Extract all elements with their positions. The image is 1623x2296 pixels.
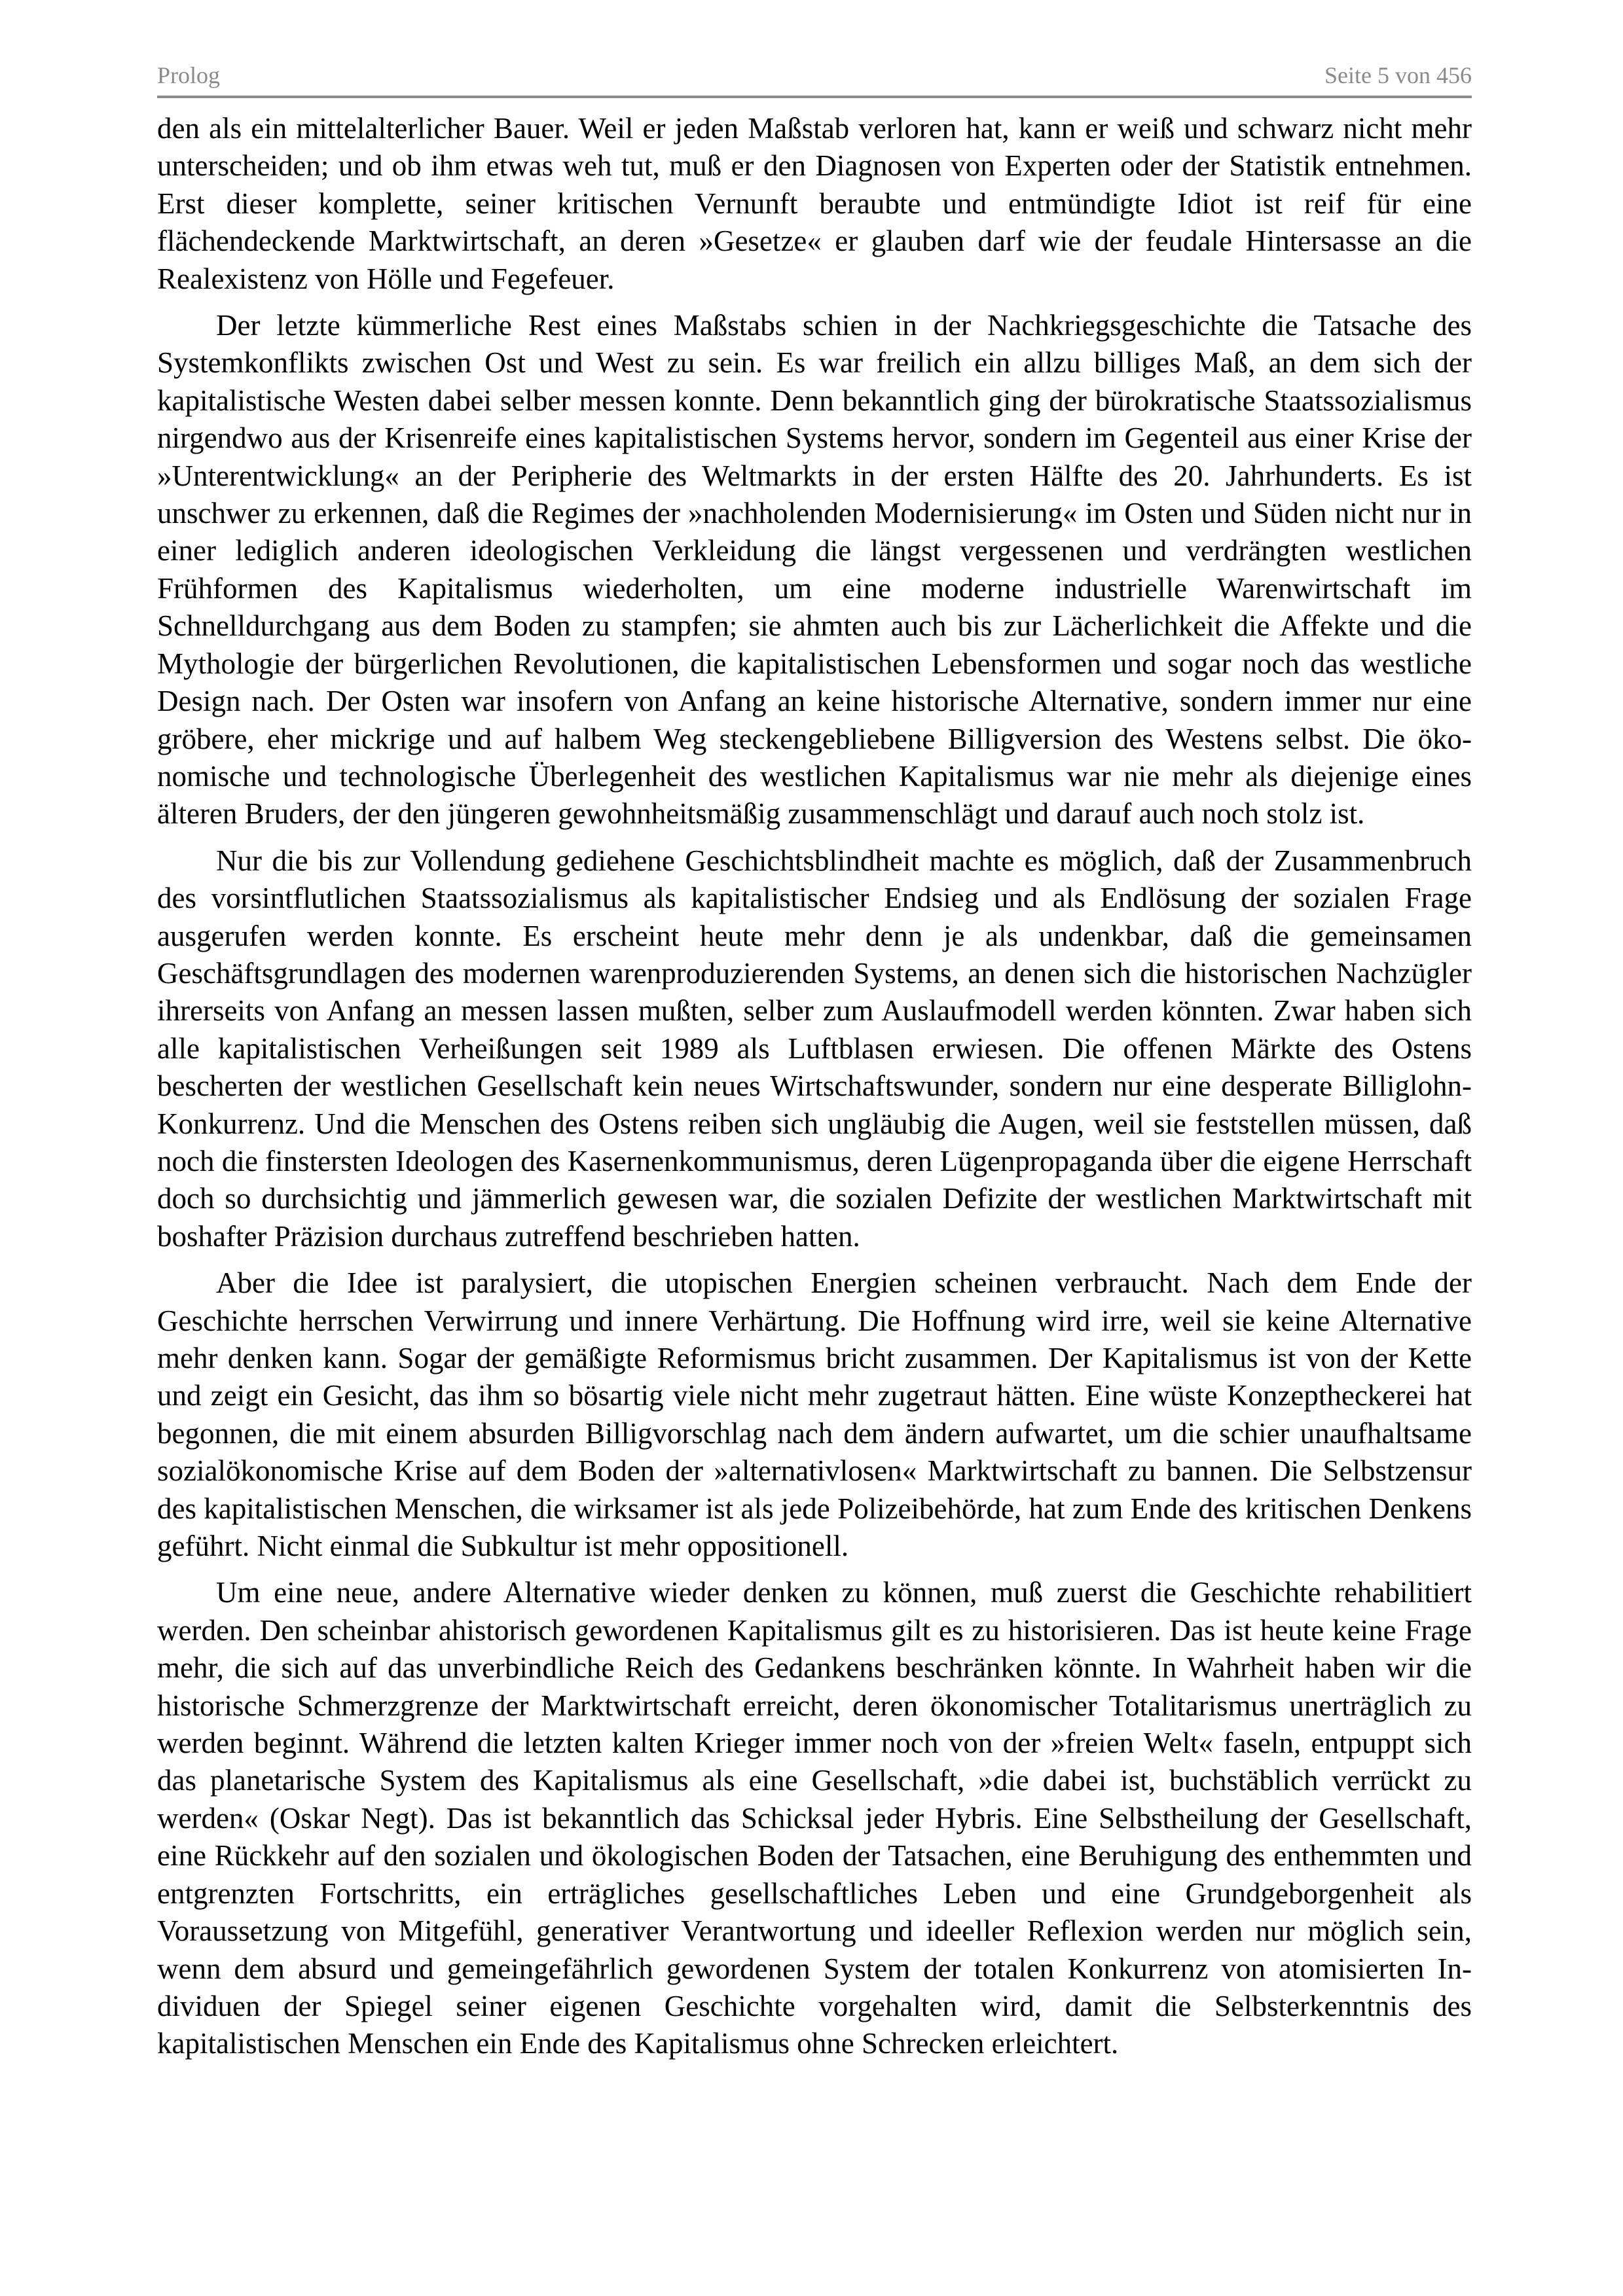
paragraph-3: Nur die bis zur Vollendung gediehene Geschichtsblindheit machte es möglich, daß der Zusammenbruch des vorsintflutlichen Staatssozialismus als kapitalistischer Endsieg und als Endlösung der sozialen Frage ausgerufen werden konnte. Es erscheint heute mehr denn je als undenkbar, daß die gemeinsamen Geschäftsgrundlagen des modernen warenproduzierenden Systems, an denen sich die historischen Nachzügler ihrerseits von Anfang an messen lassen mußten, selber zum Auslaufmodell werden könnten. Zwar haben sich alle kapitalistischen Verheißungen seit 1989 als Luftblasen erwiesen. Die offenen Märkte des Ostens bescherten der westlichen Gesellschaft kein neues Wirtschaftswunder, sondern nur eine desperate Billiglohn-Konkurrenz. Und die Menschen des Ostens reiben sich ungläubig die Augen, weil sie feststellen müssen, daß noch die finstersten Ideologen des Kasernenkommunismus, deren Lügenpropaganda über die eigene Herrschaft doch so durchsichtig und jämmerlich gewesen war, die sozialen Defizite der westlichen Marktwirtschaft mit boshafter Präzision durchaus zutreffend beschrieben hatten.	[157, 844, 1472, 1253]
paragraph-2: Der letzte kümmerliche Rest eines Maßstabs schien in der Nachkriegsgeschichte die Tatsache des Systemkonflikts zwischen Ost und West zu sein. Es war freilich ein allzu billiges Maß, an dem sich der kapitalistische Westen dabei selber messen konnte. Denn bekanntlich ging der bürokratische Staatssozialismus nirgendwo aus der Krisenreife eines kapitalistischen Systems hervor, sondern im Gegenteil aus einer Krise der »Unterentwicklung« an der Peripherie des Weltmarkts in der ersten Hälfte des 20. Jahrhunderts. Es ist unschwer zu erkennen, daß die Regimes der »nachholenden Modernisierung« im Osten und Süden nicht nur in einer lediglich anderen ideologischen Verkleidung die längst vergessenen und verdrängten westlichen Frühformen des Kapitalismus wiederholten, um eine moderne industrielle Warenwirtschaft im Schnelldurchgang aus dem Boden zu stampfen; sie ahmten auch bis zur Lächerlichkeit die Affekte und die Mythologie der bürgerlichen Revolutionen, die kapitalistischen Lebensformen und sogar noch das westliche Design nach. Der Osten war insofern von Anfang an keine historische Alternative, sondern immer nur eine gröbere, eher mickrige und auf halbem Weg steckengebliebene Billigversion des Westens selbst. Die ökonomische und technologische Überlegenheit des westlichen Kapitalismus war nie mehr als diejenige eines älteren Bruders, der den jüngeren gewohnheitsmäßig zusammenschlägt und darauf auch noch stolz ist.	[157, 309, 1472, 831]
section-title: Prolog	[157, 62, 221, 88]
paragraph-1: den als ein mittelalterlicher Bauer. Weil er jeden Maßstab verloren hat, kann er weiß und schwarz nicht mehr unterscheiden; und ob ihm etwas weh tut, muß er den Diagnosen von Experten oder der Statistik entnehmen. Erst dieser komplette, seiner kritischen Vernunft beraubte und entmündigte Idiot ist reif für eine flächendeckende Marktwirtschaft, an deren »Gesetze« er glauben darf wie der feudale Hintersasse an die Realexistenz von Hölle und Fegefeuer.	[157, 112, 1472, 295]
paragraph-5: Um eine neue, andere Alternative wieder denken zu können, muß zuerst die Geschichte rehabilitiert werden. Den scheinbar ahistorisch gewordenen Kapitalismus gilt es zu historisieren. Das ist heute keine Frage mehr, die sich auf das unverbindliche Reich des Gedankens beschränken könnte. In Wahrheit haben wir die historische Schmerzgrenze der Marktwirtschaft erreicht, deren ökonomischer Totalitarismus unerträglich zu werden beginnt. Während die letzten kalten Krieger immer noch von der »freien Welt« faseln, entpuppt sich das planetarische System des Kapitalismus als eine Gesellschaft, »die dabei ist, buchstäblich verrückt zu werden« (Oskar Negt). Das ist bekanntlich das Schicksal jeder Hybris. Eine Selbstheilung der Gesellschaft, eine Rückkehr auf den sozialen und ökologischen Boden der Tatsachen, eine Beruhigung des enthemmten und entgrenzten Fortschritts, ein erträgliches gesellschaftliches Leben und eine Grundgeborgenheit als Voraussetzung von Mitgefühl, generativer Verantwortung und ideeller Reflexion werden nur möglich sein, wenn dem absurd und gemeingefährlich gewordenen System der totalen Konkurrenz von atomisierten Individuen der Spiegel seiner eigenen Geschichte vorgehalten wird, damit die Selbsterkenntnis des kapitalistischen Menschen ein Ende des Kapitalismus ohne Schrecken erleichtert.	[157, 1576, 1472, 2060]
running-header	[157, 52, 1472, 98]
body-text	[157, 110, 1472, 2063]
document-page	[157, 52, 1472, 2258]
paragraph-4: Aber die Idee ist paralysiert, die utopischen Energien scheinen verbraucht. Nach dem Ende der Geschichte herrschen Verwirrung und innere Verhärtung. Die Hoffnung wird irre, weil sie keine Alternative mehr denken kann. Sogar der gemäßigte Reformismus bricht zusammen. Der Kapitalismus ist von der Kette und zeigt ein Gesicht, das ihm so bösartig viele nicht mehr zugetraut hätten. Eine wüste Konzeptheckerei hat begonnen, die mit einem absurden Billigvorschlag nach dem ändern aufwartet, um die schier unaufhaltsame sozialökonomische Krise auf dem Boden der »alternativlosen« Marktwirtschaft zu bannen. Die Selbstzensur des kapitalistischen Menschen, die wirksamer ist als jede Polizeibehörde, hat zum Ende des kritischen Denkens geführt. Nicht einmal die Subkultur ist mehr oppositionell.	[157, 1266, 1472, 1563]
page-indicator: Seite 5 von 456	[1324, 62, 1472, 88]
